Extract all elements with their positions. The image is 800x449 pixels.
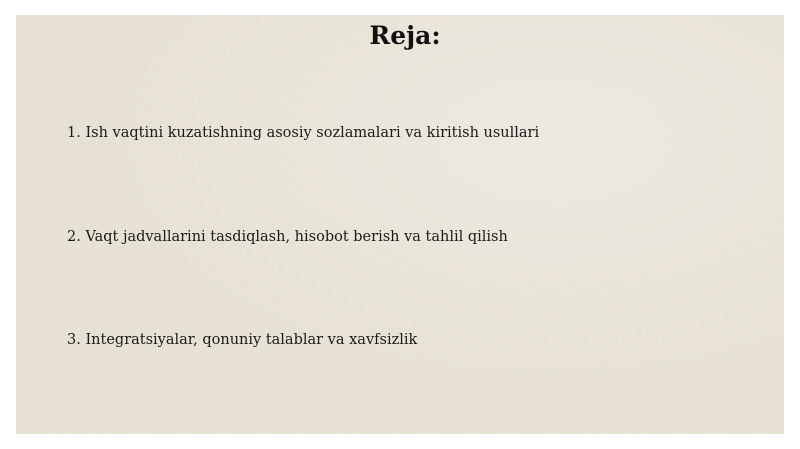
plan-item-3: 3. Integratsiyalar, qonuniy talablar va xavfsizlik (67, 332, 418, 348)
slide (16, 15, 784, 434)
plan-item-1: 1. Ish vaqtini kuzatishning asosiy sozlamalari va kiritish usullari (67, 125, 540, 141)
plan-item-2: 2. Vaqt jadvallarini tasdiqlash, hisobot berish va tahlil qilish (67, 229, 508, 245)
slide-title: Reja: (369, 21, 441, 50)
